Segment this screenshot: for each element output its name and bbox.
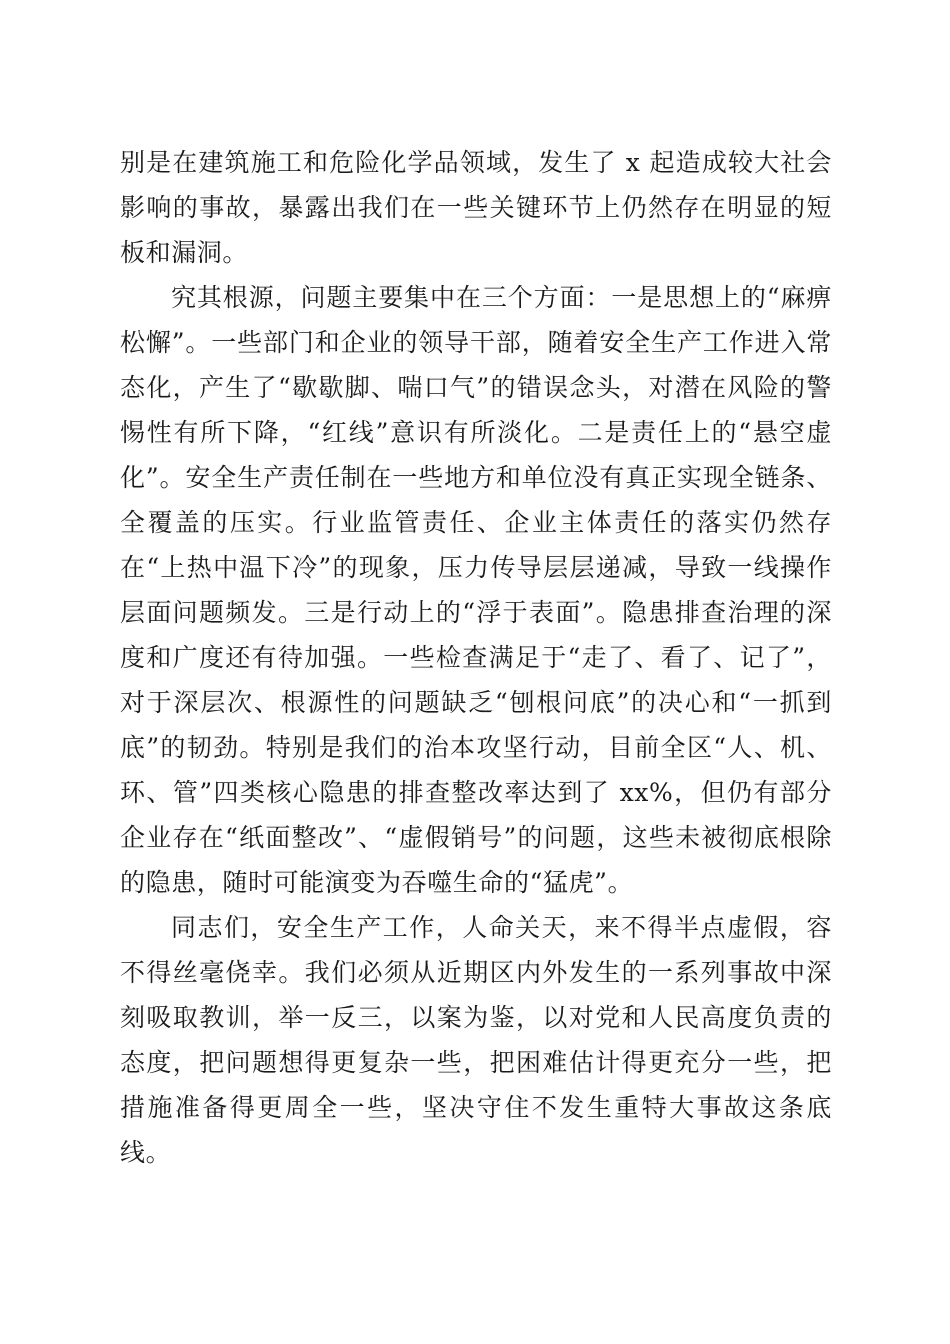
paragraph-continued: 别是在建筑施工和危险化学品领域，发生了 x 起造成较大社会影响的事故，暴露出我们在一些关键环节上仍然存在明显的短板和漏洞。 <box>120 148 832 267</box>
document-body <box>120 140 832 1175</box>
paragraph-root-causes: 究其根源，问题主要集中在三个方面：一是思想上的“麻痹松懈”。一些部门和企业的领导干部，随着安全生产工作进入常态化，产生了“歇歇脚、喘口气”的错误念头，对潜在风险的警惕性有所下降，“红线”意识有所淡化。二是责任上的“悬空虚化”。安全生产责任制在一些地方和单位没有真正实现全链条、全覆盖的压实。行业监管责任、企业主体责任的落实仍然存在“上热中温下冷”的现象，压力传导层层递减，导致一线操作层面问题频发。三是行动上的“浮于表面”。隐患排查治理的深度和广度还有待加强。一些检查满足于“走了、看了、记了”，对于深层次、根源性的问题缺乏“刨根问底”的决心和“一抓到底”的韧劲。特别是我们的治本攻坚行动，目前全区“人、机、环、管”四类核心隐患的排查整改率达到了 xx%，但仍有部分企业存在“纸面整改”、“虚假销号”的问题，这些未被彻底根除的隐患，随时可能演变为吞噬生命的“猛虎”。 <box>120 283 832 897</box>
paragraph-call-to-action: 同志们，安全生产工作，人命关天，来不得半点虚假，容不得丝毫侥幸。我们必须从近期区内外发生的一系列事故中深刻吸取教训，举一反三，以案为鉴，以对党和人民高度负责的态度，把问题想得更复杂一些，把困难估计得更充分一些，把措施准备得更周全一些，坚决守住不发生重特大事故这条底线。 <box>120 913 832 1167</box>
